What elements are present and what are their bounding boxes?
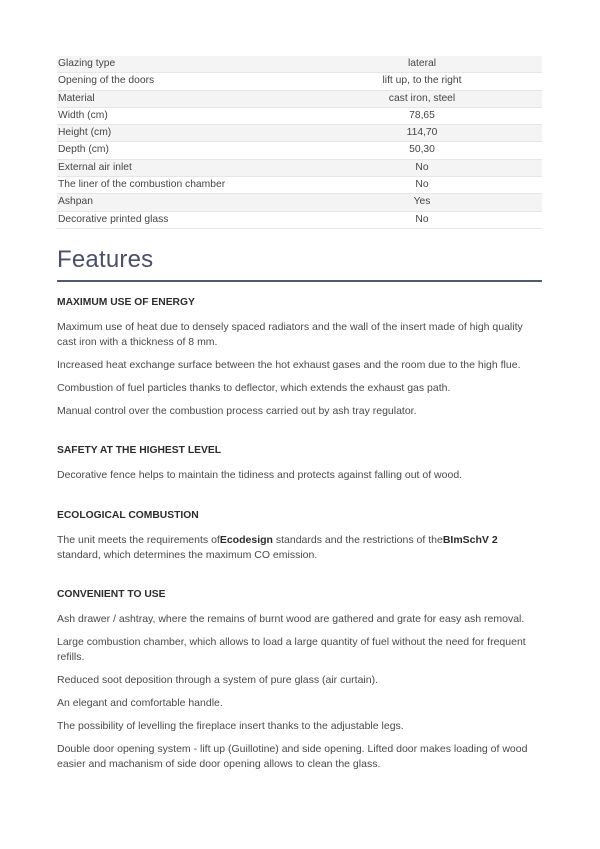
section-title: ECOLOGICAL COMBUSTION [57,510,199,522]
feature-paragraph: Ash drawer / ashtray, where the remains of burnt wood are gathered and grate for easy ash removal. [57,613,525,626]
spec-label: External air inlet [57,159,302,176]
feature-paragraph: Maximum use of heat due to densely spaced radiators and the wall of the insert made of high quality cast iron with a thickness of 8 mm. [57,320,523,348]
feature-paragraph: Reduced soot deposition through a system of pure glass (air curtain). [57,674,379,686]
spec-label: Decorative printed glass [57,211,302,228]
table-row [57,194,542,211]
table-row [57,125,542,142]
heading-divider [57,280,542,282]
spec-value: lift up, to the right [302,73,542,90]
spec-label: The liner of the combustion chamber [57,177,302,194]
section-title: SAFETY AT THE HIGHEST LEVEL [57,445,222,457]
spec-label: Width (cm) [57,107,302,124]
feature-paragraph [57,533,542,562]
spec-value: lateral [302,56,542,73]
spec-value: No [302,159,542,176]
eco-text-part: standard, which determines the maximum CO emission. [57,548,318,561]
spec-label: Glazing type [57,56,302,73]
document-page [57,56,542,780]
spec-label: Material [57,90,302,107]
table-row [57,142,542,159]
feature-paragraph: Combustion of fuel particles thanks to deflector, which extends the exhaust gas path. [57,381,451,394]
feature-paragraph: Manual control over the combustion process carried out by ash tray regulator. [57,404,417,417]
specifications-table [57,56,542,229]
spec-value: No [302,211,542,228]
spec-label: Opening of the doors [57,73,302,90]
ecodesign-bold: Ecodesign [219,534,273,547]
spec-value: No [302,177,542,194]
bimschv-bold: BImSchV 2 [442,534,498,547]
spec-value: cast iron, steel [302,90,542,107]
spec-value: 78,65 [302,107,542,124]
section-title: MAXIMUM USE OF ENERGY [57,296,195,308]
table-row [57,73,542,90]
feature-paragraph: Large combustion chamber, which allows to load a large quantity of fuel without the need for frequent refills. [57,636,526,663]
features-heading: Features [57,245,154,273]
feature-paragraph: Increased heat exchange surface between the hot exhaust gases and the room due to the high flue. [57,358,521,371]
feature-paragraph: Double door opening system - lift up (Guillotine) and side opening. Lifted door makes loading of wood easier and machanism of side door opening allows to clean the glass. [57,743,528,770]
table-row [57,56,542,73]
feature-paragraph: An elegant and comfortable handle. [57,697,223,710]
spec-label: Height (cm) [57,125,302,142]
spec-value: Yes [302,194,542,211]
section-convenient-to-use [57,588,542,771]
spec-value: 114,70 [302,125,542,142]
section-ecological-combustion [57,509,542,562]
eco-text-part: The unit meets the requirements of [57,534,220,547]
feature-paragraph: The possibility of levelling the fireplace insert thanks to the adjustable legs. [57,720,404,733]
spec-label: Depth (cm) [57,142,302,159]
section-safety [57,444,542,483]
table-row [57,107,542,124]
feature-paragraph: Decorative fence helps to maintain the tidiness and protects against falling out of wood. [57,469,463,482]
table-row [57,90,542,107]
spec-value: 50,30 [302,142,542,159]
section-maximum-use-of-energy [57,296,542,418]
spec-label: Ashpan [57,194,302,211]
table-row [57,177,542,194]
eco-text-part: standards and the restrictions of the [272,534,443,547]
table-row [57,159,542,176]
section-title: CONVENIENT TO USE [57,589,166,601]
table-row [57,211,542,228]
